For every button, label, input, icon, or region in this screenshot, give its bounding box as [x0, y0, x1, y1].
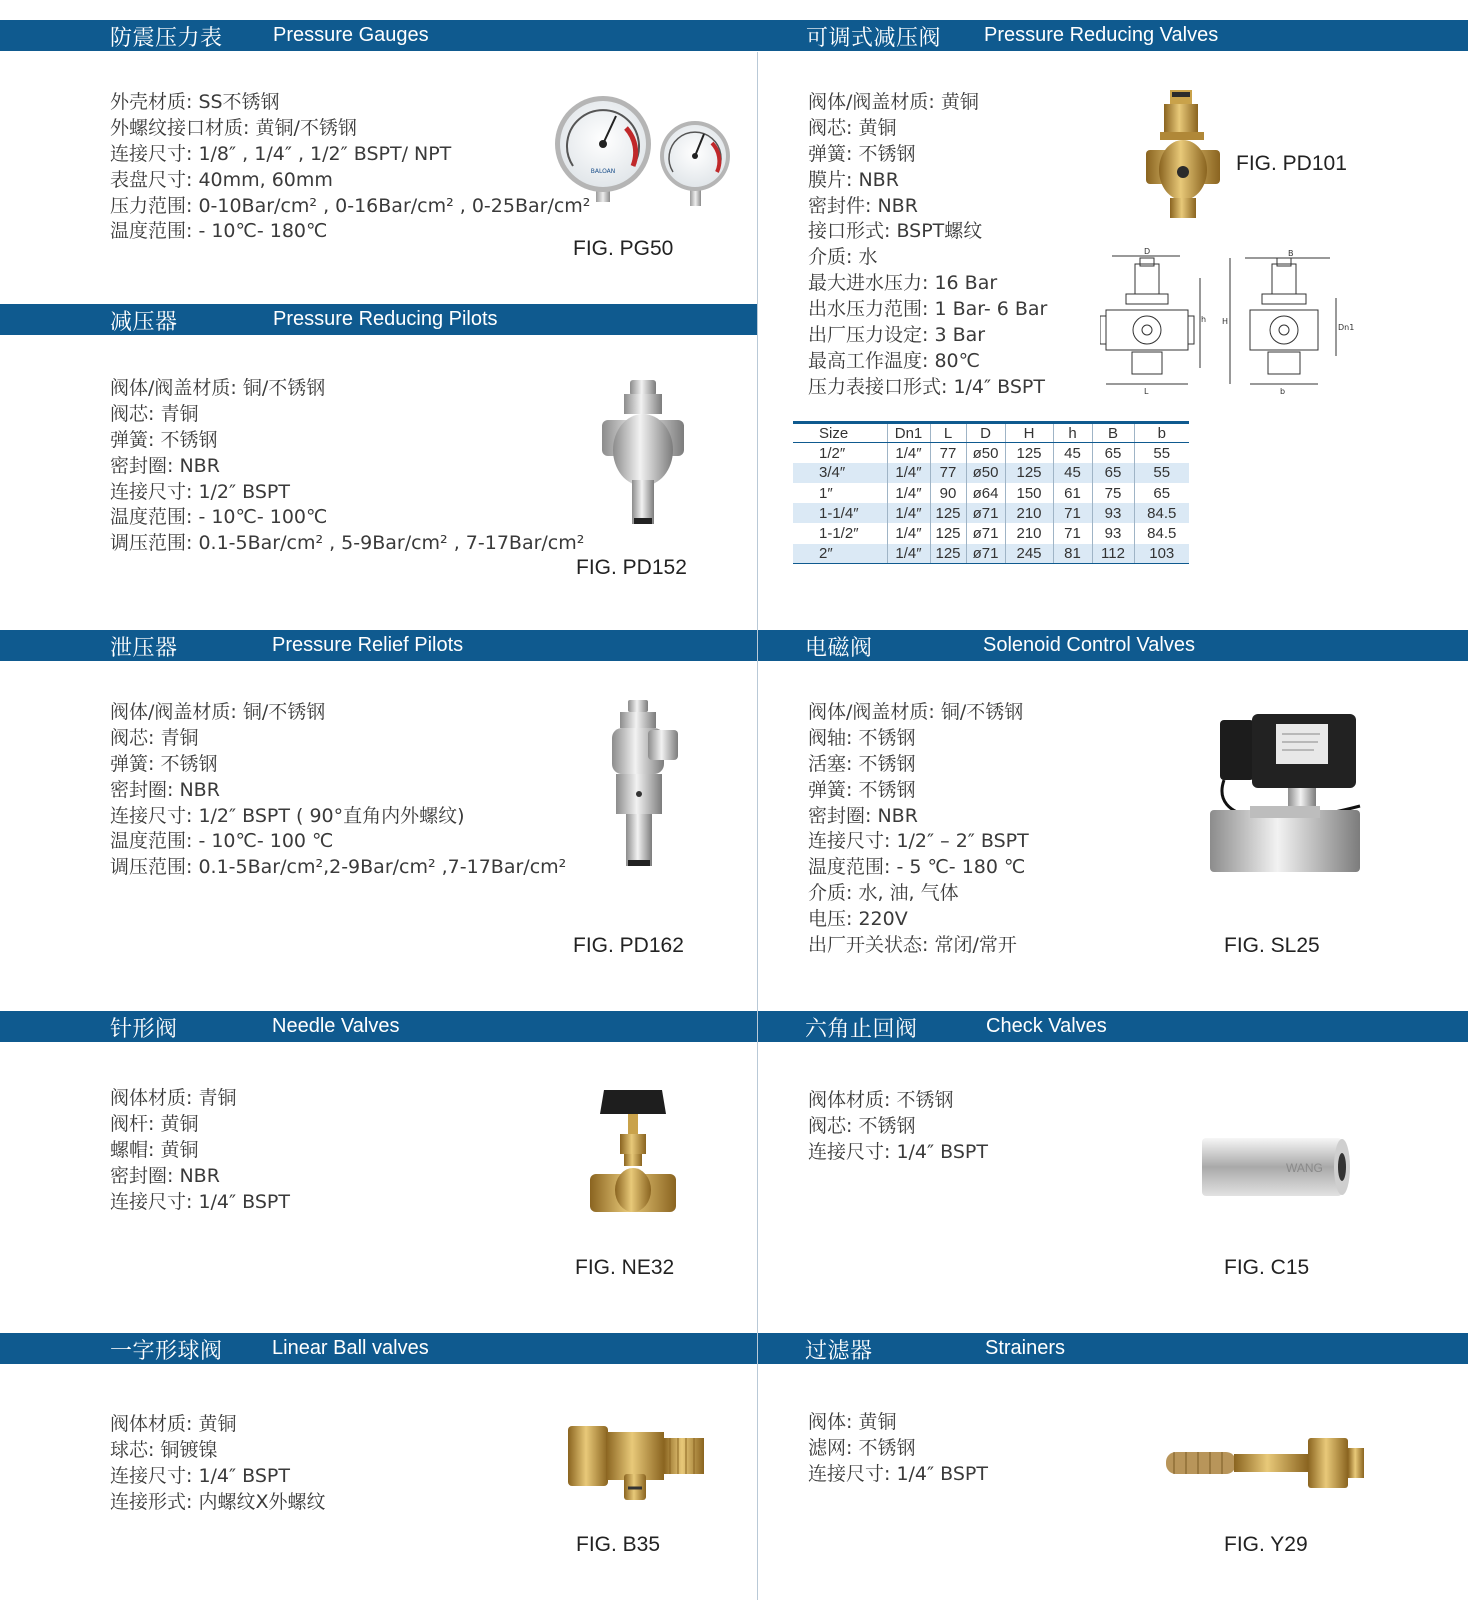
figure-caption: FIG. PD162	[573, 934, 684, 957]
figure-caption: FIG. NE32	[575, 1256, 675, 1279]
table-cell: 55	[1134, 443, 1189, 463]
spec-line: 密封件: NBR	[808, 194, 918, 217]
table-cell: 77	[930, 443, 966, 463]
spec-line: 连接尺寸: 1/2″ – 2″ BSPT	[808, 830, 1029, 853]
table-cell: 1/4″	[887, 503, 930, 523]
section-title-en: Pressure Reducing Pilots	[273, 308, 498, 330]
table-header-cell: D	[966, 423, 1005, 443]
svg-text:B: B	[1288, 249, 1294, 258]
spec-list-check	[808, 1088, 988, 1166]
table-cell: 71	[1053, 523, 1092, 543]
spec-line: 阀体材质: 黄铜	[110, 1413, 237, 1435]
table-cell: ø71	[966, 523, 1005, 543]
table-cell: 1/4″	[887, 443, 930, 463]
spec-list-relief-pilots	[110, 700, 566, 881]
spec-line: 连接尺寸: 1/8″ , 1/4″ , 1/2″ BSPT/ NPT	[110, 142, 452, 165]
spec-list-needle	[110, 1086, 290, 1215]
table-cell: 1/4″	[887, 523, 930, 543]
size-table	[793, 421, 1189, 564]
size-table-header-row	[793, 423, 1189, 443]
spec-line: 阀体材质: 不锈钢	[808, 1089, 954, 1111]
table-header-cell: L	[930, 423, 966, 443]
table-cell: 75	[1092, 483, 1134, 503]
spec-line: 阀体/阀盖材质: 铜/不锈钢	[808, 701, 1024, 723]
spec-line: 密封圈: NBR	[808, 804, 918, 827]
spec-line: 温度范围: - 10℃- 180℃	[110, 220, 328, 243]
spec-line: 压力范围: 0-10Bar/cm² , 0-16Bar/cm² , 0-25Bar/cm²	[110, 194, 591, 217]
svg-text:b: b	[1280, 387, 1286, 396]
spec-line: 温度范围: - 10℃- 100℃	[110, 506, 328, 529]
table-cell: ø50	[966, 463, 1005, 483]
table-cell: 65	[1092, 443, 1134, 463]
svg-text:h: h	[1201, 315, 1207, 324]
spec-line: 密封圈: NBR	[110, 778, 220, 801]
section-title-en: Linear Ball valves	[272, 1337, 429, 1359]
table-cell: 81	[1053, 544, 1092, 564]
spec-line: 连接尺寸: 1/4″ BSPT	[110, 1190, 290, 1213]
section-title-en: Pressure Reducing Valves	[984, 24, 1219, 46]
table-header-cell: H	[1005, 423, 1053, 443]
reducing-valve-drawing	[1100, 248, 1368, 398]
spec-line: 连接尺寸: 1/2″ BSPT ( 90°直角内外螺纹)	[110, 804, 465, 827]
table-header-cell: b	[1134, 423, 1189, 443]
header-band-gauges	[0, 20, 757, 51]
svg-text:D: D	[1144, 248, 1151, 256]
table-header-cell: Dn1	[887, 423, 930, 443]
table-cell: ø50	[966, 443, 1005, 463]
section-title-en: Pressure Relief Pilots	[272, 634, 464, 656]
section-title-zh: 六角止回阀	[805, 1017, 918, 1042]
spec-line: 阀芯: 青铜	[110, 726, 199, 749]
header-band-ball-strainer	[0, 1333, 1468, 1364]
table-cell: 210	[1005, 503, 1053, 523]
spec-line: 最高工作温度: 80℃	[808, 349, 980, 372]
table-cell: 1/4″	[887, 544, 930, 564]
table-cell: 125	[930, 544, 966, 564]
header-band-relief-pilots	[0, 630, 1468, 661]
table-cell: 210	[1005, 523, 1053, 543]
spec-line: 最大进水压力: 16 Bar	[808, 272, 998, 295]
spec-list-reducing-valves	[808, 90, 1047, 401]
spec-line: 电压: 220V	[808, 908, 908, 931]
table-cell: 2″	[793, 544, 887, 564]
section-title-en: Needle Valves	[272, 1015, 400, 1037]
table-cell: 125	[930, 523, 966, 543]
spec-line: 阀体/阀盖材质: 铜/不锈钢	[110, 377, 326, 399]
spec-line: 阀芯: 黄铜	[808, 116, 897, 139]
spec-line: 调压范围: 0.1-5Bar/cm² , 5-9Bar/cm² , 7-17Bar/cm²	[110, 532, 585, 555]
table-cell: 245	[1005, 544, 1053, 564]
spec-line: 接口形式: BSPT螺纹	[808, 220, 983, 243]
spec-list-solenoid	[808, 700, 1029, 959]
spec-line: 螺帽: 黄铜	[110, 1138, 199, 1161]
table-cell: 84.5	[1134, 523, 1189, 543]
table-cell: 3/4″	[793, 463, 887, 483]
header-band-needle-check	[0, 1011, 1468, 1042]
table-cell: ø71	[966, 503, 1005, 523]
svg-text:Dn1: Dn1	[1338, 323, 1355, 332]
table-cell: 125	[1005, 463, 1053, 483]
header-band-reducing-valves	[757, 20, 1468, 51]
spec-list-reducing-pilots	[110, 376, 584, 557]
table-cell: 45	[1053, 463, 1092, 483]
spec-line: 膜片: NBR	[808, 168, 899, 191]
table-cell: 77	[930, 463, 966, 483]
table-cell: 65	[1092, 463, 1134, 483]
spec-line: 表盘尺寸: 40mm, 60mm	[110, 168, 333, 191]
spec-line: 温度范围: - 10℃- 100 ℃	[110, 830, 334, 853]
relief-pilot-image	[608, 700, 680, 870]
table-cell: 125	[930, 503, 966, 523]
section-title-zh: 过滤器	[805, 1339, 873, 1364]
spec-line: 密封圈: NBR	[110, 1164, 220, 1187]
spec-line: 温度范围: - 5 ℃- 180 ℃	[808, 856, 1026, 879]
table-cell: 1″	[793, 483, 887, 503]
svg-text:L: L	[1144, 387, 1149, 396]
spec-list-gauges	[110, 90, 590, 245]
table-cell: 90	[930, 483, 966, 503]
figure-caption: FIG. SL25	[1224, 934, 1320, 957]
spec-line: 阀体/阀盖材质: 黄铜	[808, 91, 979, 113]
table-row	[793, 443, 1189, 463]
figure-caption: FIG. B35	[576, 1533, 661, 1556]
table-header-cell: h	[1053, 423, 1092, 443]
spec-line: 外螺纹接口材质: 黄铜/不锈钢	[110, 116, 357, 139]
spec-line: 连接尺寸: 1/2″ BSPT	[110, 480, 290, 503]
section-title-zh: 一字形球阀	[110, 1339, 223, 1364]
table-cell: 71	[1053, 503, 1092, 523]
section-title-zh: 针形阀	[110, 1017, 178, 1042]
gauge-brand-text: BALOAN	[590, 168, 616, 175]
table-header-cell: Size	[793, 423, 887, 443]
table-cell: 1-1/2″	[793, 523, 887, 543]
figure-caption: FIG. PD101	[1236, 152, 1347, 175]
section-title-en: Pressure Gauges	[273, 24, 429, 46]
section-title-zh: 防震压力表	[110, 26, 223, 51]
ball-valve-image	[566, 1418, 706, 1504]
spec-line: 弹簧: 不锈钢	[110, 428, 218, 451]
section-title-zh: 电磁阀	[805, 636, 873, 661]
spec-line: 阀体: 黄铜	[808, 1411, 897, 1433]
table-cell: 1/2″	[793, 443, 887, 463]
section-title-en: Check Valves	[986, 1015, 1107, 1037]
spec-list-ball	[110, 1412, 325, 1516]
section-title-zh: 可调式减压阀	[806, 26, 942, 51]
spec-line: 密封圈: NBR	[110, 454, 220, 477]
section-title-en: Solenoid Control Valves	[983, 634, 1195, 656]
spec-line: 连接尺寸: 1/4″ BSPT	[808, 1140, 988, 1163]
spec-line: 外壳材质: SS不锈钢	[110, 91, 280, 113]
spec-line: 弹簧: 不锈钢	[110, 752, 218, 775]
table-cell: 84.5	[1134, 503, 1189, 523]
section-title-zh: 减压器	[110, 310, 178, 335]
spec-line: 压力表接口形式: 1/4″ BSPT	[808, 375, 1045, 398]
strainer-image	[1164, 1434, 1366, 1494]
solenoid-valve-image	[1210, 710, 1362, 876]
spec-line: 球芯: 铜镀镍	[110, 1438, 218, 1461]
table-cell: ø71	[966, 544, 1005, 564]
spec-line: 弹簧: 不锈钢	[808, 142, 916, 165]
spec-line: 调压范围: 0.1-5Bar/cm²,2-9Bar/cm² ,7-17Bar/cm²	[110, 856, 567, 879]
figure-caption: FIG. PG50	[573, 237, 674, 260]
table-row	[793, 503, 1189, 523]
table-cell: 103	[1134, 544, 1189, 564]
table-cell: 55	[1134, 463, 1189, 483]
figure-caption: FIG. C15	[1224, 1256, 1310, 1279]
table-cell: 93	[1092, 503, 1134, 523]
spec-line: 阀体材质: 青铜	[110, 1087, 237, 1109]
table-cell: 61	[1053, 483, 1092, 503]
table-cell: ø64	[966, 483, 1005, 503]
spec-line: 阀杆: 黄铜	[110, 1112, 199, 1135]
table-row	[793, 544, 1189, 564]
spec-line: 滤网: 不锈钢	[808, 1436, 916, 1459]
section-title-zh: 泄压器	[110, 636, 178, 661]
table-row	[793, 483, 1189, 503]
spec-line: 活塞: 不锈钢	[808, 752, 916, 775]
header-band-reducing-pilots	[0, 304, 757, 335]
reducing-pilot-image	[598, 380, 688, 528]
pressure-gauge-image	[554, 88, 734, 210]
table-cell: 1/4″	[887, 463, 930, 483]
spec-line: 连接尺寸: 1/4″ BSPT	[808, 1462, 988, 1485]
column-divider	[757, 52, 758, 1600]
spec-line: 出厂开关状态: 常闭/常开	[808, 934, 1017, 957]
table-cell: 65	[1134, 483, 1189, 503]
svg-text:H: H	[1222, 317, 1229, 326]
table-cell: 1-1/4″	[793, 503, 887, 523]
table-cell: 112	[1092, 544, 1134, 564]
table-header-cell: B	[1092, 423, 1134, 443]
table-row	[793, 463, 1189, 483]
table-row	[793, 523, 1189, 543]
check-valve-engraving: WANG	[1286, 1161, 1323, 1175]
table-cell: 1/4″	[887, 483, 930, 503]
spec-line: 阀芯: 不锈钢	[808, 1114, 916, 1137]
spec-line: 阀轴: 不锈钢	[808, 726, 916, 749]
spec-line: 出水压力范围: 1 Bar- 6 Bar	[808, 298, 1048, 321]
table-cell: 125	[1005, 443, 1053, 463]
figure-caption: FIG. PD152	[576, 556, 687, 579]
spec-line: 介质: 水, 油, 气体	[808, 882, 959, 905]
spec-line: 连接形式: 内螺纹X外螺纹	[110, 1490, 326, 1513]
spec-list-strainer	[808, 1410, 988, 1488]
spec-line: 阀体/阀盖材质: 铜/不锈钢	[110, 701, 326, 723]
needle-valve-image	[588, 1086, 678, 1230]
section-title-en: Strainers	[985, 1337, 1066, 1359]
table-cell: 150	[1005, 483, 1053, 503]
table-cell: 93	[1092, 523, 1134, 543]
reducing-valve-image	[1142, 90, 1224, 222]
spec-line: 阀芯: 青铜	[110, 402, 199, 425]
figure-caption: FIG. Y29	[1224, 1533, 1308, 1556]
spec-line: 介质: 水	[808, 246, 878, 269]
check-valve-image	[1198, 1132, 1352, 1202]
table-cell: 45	[1053, 443, 1092, 463]
spec-line: 出厂压力设定: 3 Bar	[808, 324, 986, 347]
spec-line: 连接尺寸: 1/4″ BSPT	[110, 1464, 290, 1487]
spec-line: 弹簧: 不锈钢	[808, 778, 916, 801]
